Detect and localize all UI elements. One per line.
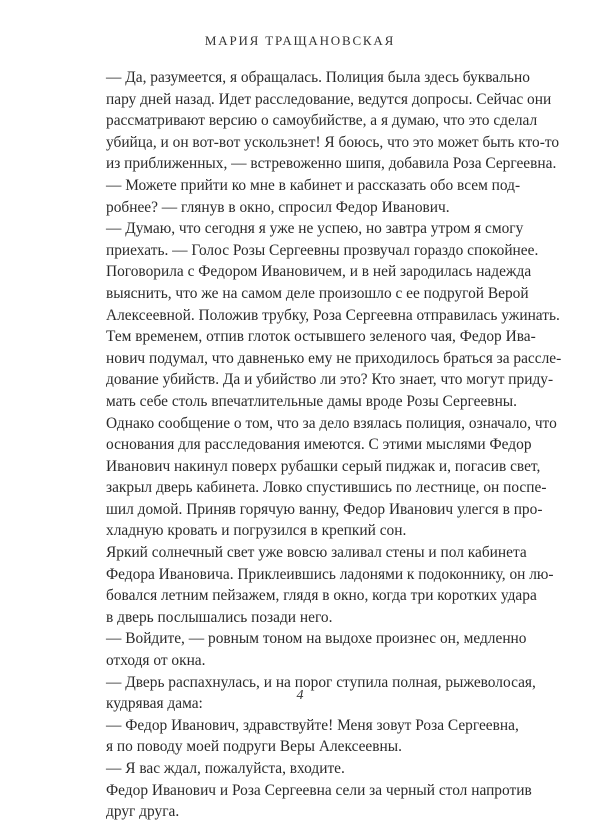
text-line: в дверь послышались позади него. [106, 608, 333, 626]
text-line: бовался летним пейзажем, глядя в окно, когда три коротких удара [106, 587, 537, 605]
text-line: основания для расследования имеются. С этими мыслями Федор [106, 436, 532, 454]
text-line: — Можете прийти ко мне в кабинет и рассказать обо всем под- [106, 176, 521, 194]
page-number: 4 [296, 688, 304, 703]
body-text [88, 67, 562, 823]
text-line: я по поводу моей подруги Веры Алексеевны. [106, 738, 402, 756]
text-line: Однако сообщение о том, что за дело взялась полиция, означало, что [106, 414, 557, 432]
text-line: отходя от окна. [106, 652, 206, 670]
paragraph [88, 67, 560, 175]
paragraph [88, 715, 519, 758]
text-line: Иванович накинул поверх рубашки серый пиджак и, погасив свет, [106, 457, 541, 475]
paragraph [88, 628, 527, 671]
text-line: шил домой. Приняв горячую ванну, Федор Иванович улегся в про- [106, 500, 543, 518]
text-line: Алексеевной. Положив трубку, Роза Сергеевна отправилась ужинать. [106, 306, 560, 324]
text-line: из приближенных, — встревоженно шипя, добавила Роза Сергеевна. [106, 155, 557, 173]
text-line: друг друга. [106, 803, 180, 821]
text-line: — Думаю, что сегодня я уже не успею, но завтра утром я смогу [106, 220, 524, 238]
text-line: Федора Ивановича. Приклеившись ладонями к подоконнику, он лю- [106, 565, 554, 583]
text-line: дование убийств. Да и убийство ли это? Кто знает, что могут приду- [106, 371, 554, 389]
text-line: робнее? — глянув в окно, спросил Федор Иванович. [106, 198, 450, 216]
text-line: закрыл дверь кабинета. Ловко спустившись по лестнице, он поспе- [106, 479, 547, 497]
text-line: Яркий солнечный свет уже вовсю заливал стены и пол кабинета [106, 544, 527, 562]
paragraph [88, 780, 532, 823]
text-line: выяснить, что же на самом деле произошло с ее подругой Верой [106, 284, 529, 302]
paragraph [88, 542, 554, 628]
text-line: — Федор Иванович, здравствуйте! Меня зовут Роза Сергеевна, [106, 716, 519, 734]
text-line: хладную кровать и погрузился в крепкий сон. [106, 522, 407, 540]
text-line: убийца, и он вот-вот ускользнет! Я боюсь, что это может быть кто-то [106, 133, 560, 151]
text-line: кудрявая дама: [106, 695, 203, 713]
text-line: пару дней назад. Идет расследование, ведутся допросы. Сейчас они [106, 90, 552, 108]
text-line: — Войдите, — ровным тоном на выдохе произнес он, медленно [106, 630, 527, 648]
text-line: приехать. — Голос Розы Сергеевны прозвучал гораздо спокойнее. [106, 241, 539, 259]
text-line: рассматривают версию о самоубийстве, а я думаю, что это сделал [106, 112, 538, 130]
running-head-author: МАРИЯ ТРАЩАНОВСКАЯ [204, 33, 396, 48]
text-line: нович подумал, что давненько ему не приходилось браться за рассле- [106, 349, 562, 367]
paragraph [88, 175, 521, 218]
text-line: Поговорила с Федором Ивановичем, и в ней зародилась надежда [106, 263, 532, 281]
paragraph [88, 758, 502, 780]
paragraph [88, 218, 539, 261]
text-line: Тем временем, отпив глоток остывшего зеленого чая, Федор Ива- [106, 328, 536, 346]
text-line: — Да, разумеется, я обращалась. Полиция была здесь буквально [106, 69, 530, 86]
paragraph [88, 261, 560, 326]
text-line: Федор Иванович и Роза Сергеевна сели за черный стол напротив [106, 781, 532, 799]
paragraph [88, 326, 562, 542]
text-line: — Дверь распахнулась, и на порог ступила полная, рыжеволосая, [106, 673, 536, 691]
text-line: — Я вас ждал, пожалуйста, входите. [106, 760, 345, 777]
text-line: мать себе столь впечатлительные дамы вроде Розы Сергеевны. [106, 392, 517, 410]
